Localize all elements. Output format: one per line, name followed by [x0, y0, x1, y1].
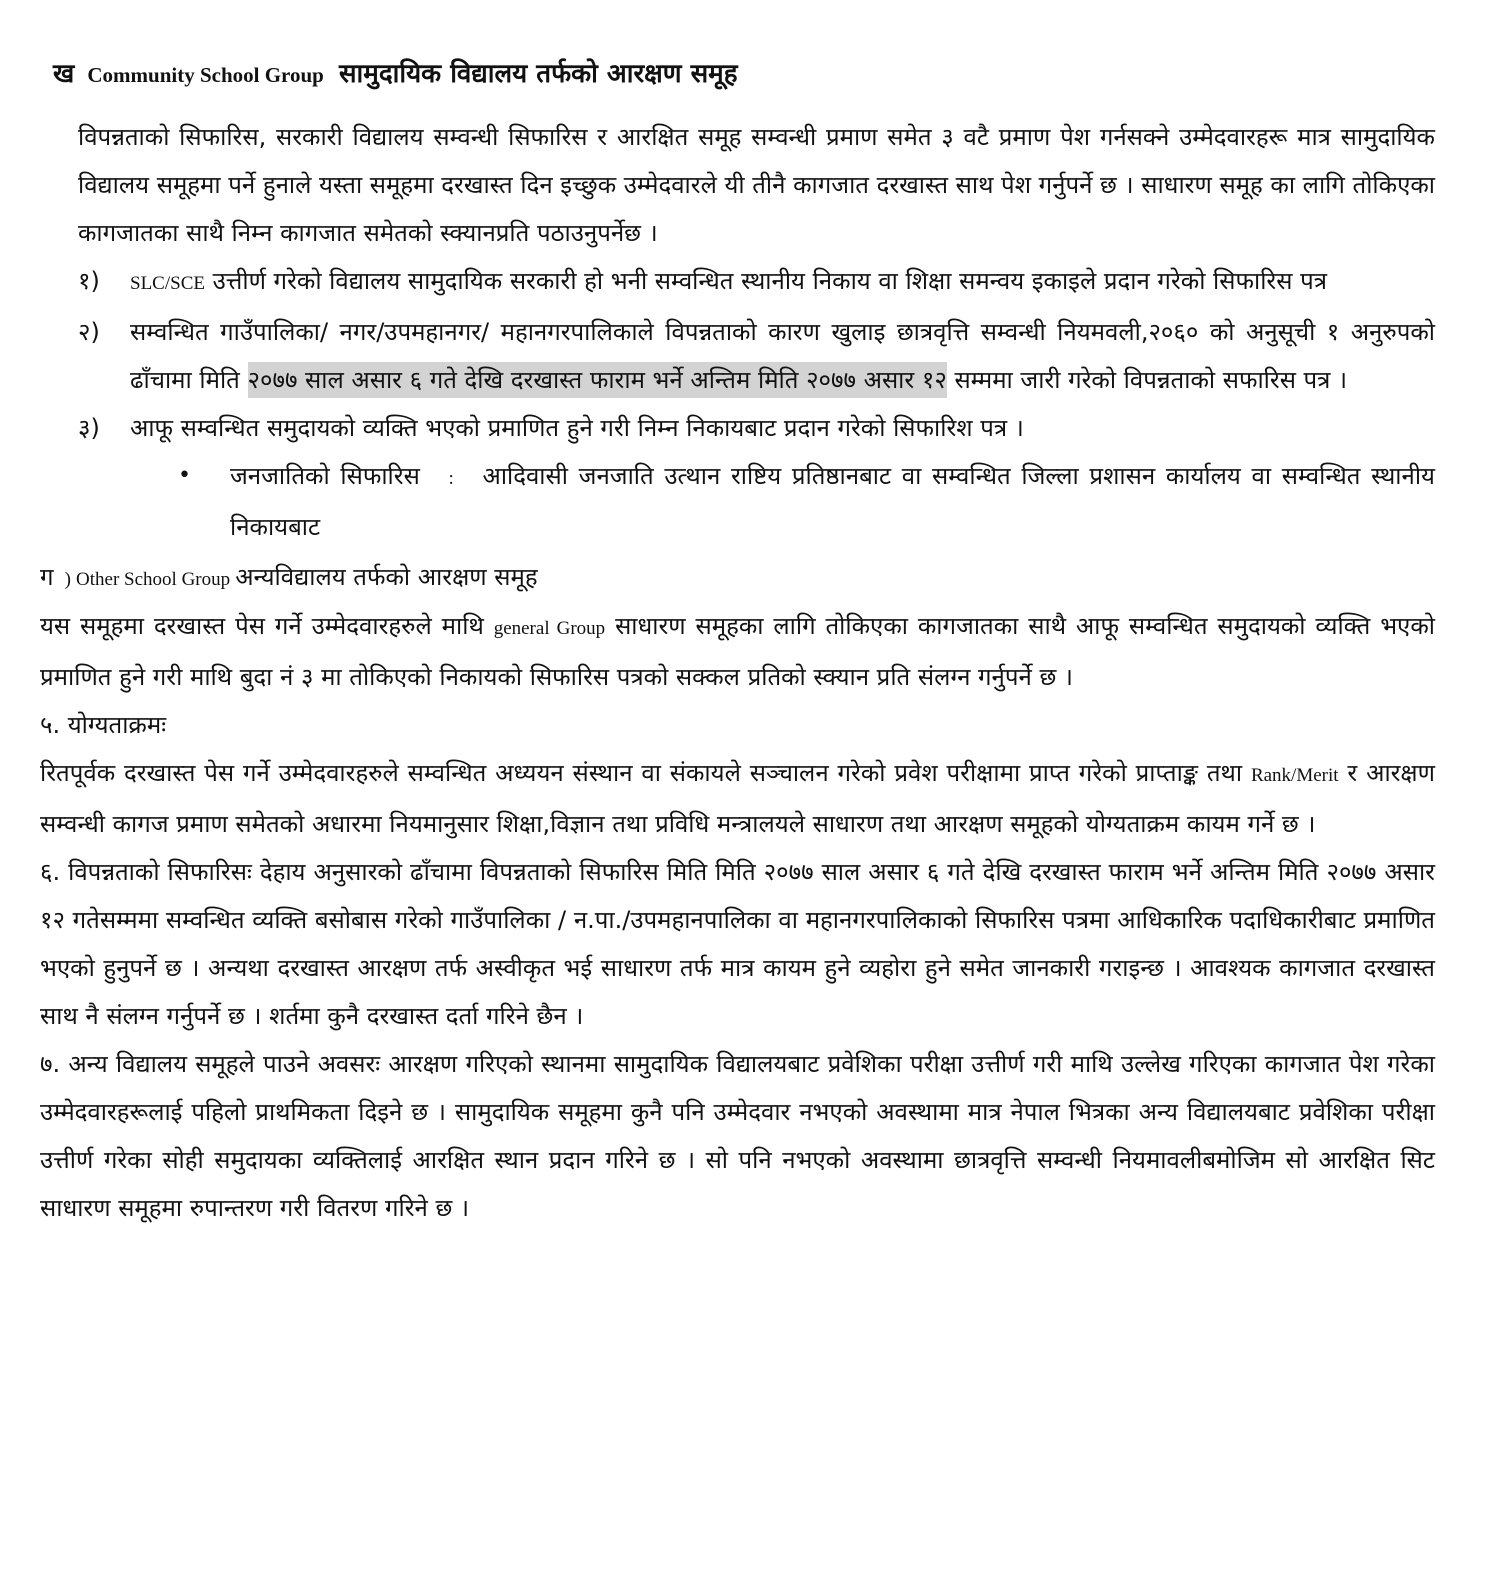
list-item-number: ३) [78, 414, 100, 442]
section-ga-en-term: general Group [493, 618, 606, 639]
section-kha-np-title: सामुदायिक विद्यालय तर्फको आरक्षण समूह [338, 59, 738, 89]
list-item-3 [78, 404, 1435, 452]
section-ga-en-title: Other School Group [76, 569, 231, 590]
list-item-en-prefix: SLC/SCE [130, 273, 205, 294]
section-kha-en-title: Community School Group [87, 63, 324, 87]
list-item-text: उत्तीर्ण गरेको विद्यालय सामुदायिक सरकारी हो भनी सम्वन्धित स्थानीय निकाय वा शिक्षा समन्वय इकाइले प्रदान गरेको सिफारिस पत्र [212, 267, 1327, 295]
list-item-number: २) [78, 318, 100, 346]
section-ga-paren: ) [64, 569, 71, 590]
bullet-text: आदिवासी जनजाति उत्थान राष्टिय प्रतिष्ठानबाट वा सम्वन्धित जिल्ला प्रशासन कार्यालय वा सम्वन्धित स्थानीय निकायबाट [230, 462, 1435, 541]
section-kha-intro: विपन्नताको सिफारिस, सरकारी विद्यालय सम्वन्धी सिफारिस र आरक्षित समूह सम्वन्धी प्रमाण समेत ३ वटै प्रमाण पेश गर्नसक्ने उम्मेदवारहरू मात्र सामुदायिक विद्यालय समूहमा पर्ने हुनाले यस्ता समूहमा दरखास्त दिन इच्छुक उम्मेदवारले यी तीनै कागजात दरखास्त साथ पेश गर्नुपर्ने छ । साधारण समूह का लागि तोकिएका कागजातका साथै निम्न कागजात समेतको स्क्यानप्रति पठाउनुपर्नेछ । [78, 123, 1435, 247]
section-kha-list [78, 257, 1435, 452]
section-ga-letter: ग [40, 563, 54, 591]
section-5-text-before: रितपूर्वक दरखास्त पेस गर्ने उम्मेदवारहरुले सम्वन्धित अध्ययन संस्थान वा संकायले सञ्चालन गरेको प्रवेश परीक्षामा प्राप्त गरेको प्राप्ताङ्क तथा [40, 759, 1243, 787]
section-ga-np-title: अन्यविद्यालय तर्फको आरक्षण समूह [235, 563, 538, 591]
bullet-colon: : [448, 468, 454, 489]
bullet-label: जनजातिको सिफारिस [230, 462, 420, 490]
section-ga-text-before: यस समूहमा दरखास्त पेस गर्ने उम्मेदवारहरुले माथि [40, 612, 484, 640]
list-item-text-before: सम्वन्धित गाउँपालिका/ नगर/उपमहानगर/ महानगरपालिकाले विपन्नताको कारण खुलाइ छात्रवृत्ति सम्वन्धी नियमवली,२०६० को अनुसूची १ अनुरुपको ढाँचामा मिति [130, 318, 1435, 394]
section-ga-text-after: साधारण समूहका लागि तोकिएका कागजातका साथै आफू सम्वन्धित समुदायको व्यक्ति भएको प्रमाणित हुने गरी माथि बुदा नं ३ मा तोकिएको निकायको सिफारिस पत्रको सक्कल प्रतिको स्क्यान प्रति संलग्न गर्नुपर्ने छ । [40, 612, 1435, 691]
bullet-dot: • [178, 463, 191, 488]
section-kha-heading [53, 46, 1435, 105]
section-5-paragraph [40, 749, 1435, 848]
section-ga-paragraph [40, 602, 1435, 701]
list-item-1 [78, 257, 1435, 308]
highlighted-date-range: २०७७ साल असार ६ गते देखि दरखास्त फाराम भर्ने अन्तिम मिति २०७७ असार १२ [248, 362, 947, 398]
section-6-paragraph: ६. विपन्नताको सिफारिसः देहाय अनुसारको ढाँचामा विपन्नताको सिफारिस मिति मिति २०७७ साल असार ६ गते देखि दरखास्त फाराम भर्ने अन्तिम मिति २०७७ असार १२ गतेसम्ममा सम्वन्धित व्यक्ति बसोबास गरेको गाउँपालिका / न.पा./उपमहानपालिका वा महानगरपालिकाको सिफारिस पत्रमा आधिकारिक पदाधिकारीबाट प्रमाणित भएको हुनुपर्ने छ । अन्यथा दरखास्त आरक्षण तर्फ अस्वीकृत भई साधारण तर्फ मात्र कायम हुने व्यहोरा हुने समेत जानकारी गराइन्छ । आवश्यक कागजात दरखास्त साथ नै संलग्न गर्नुपर्ने छ । शर्तमा कुनै दरखास्त दर्ता गरिने छैन । [40, 858, 1435, 1030]
list-item-text: आफू सम्वन्धित समुदायको व्यक्ति भएको प्रमाणित हुने गरी निम्न निकायबाट प्रदान गरेको सिफारिश पत्र । [130, 414, 1024, 442]
bullet-item-janajati [178, 452, 1435, 551]
section-5-en-term: Rank/Merit [1250, 765, 1339, 786]
section-kha-letter: ख [53, 59, 75, 89]
list-item-number: १) [78, 267, 100, 295]
section-5-heading: ५. योग्यताक्रमः [40, 711, 167, 739]
list-item-2 [78, 308, 1435, 404]
section-7-paragraph: ७. अन्य विद्यालय समूहले पाउने अवसरः आरक्षण गरिएको स्थानमा सामुदायिक विद्यालयबाट प्रवेशिका परीक्षा उत्तीर्ण गरी माथि उल्लेख गरिएका कागजात पेश गरेका उम्मेदवारहरूलाई पहिलो प्राथमिकता दिइने छ । सामुदायिक समूहमा कुनै पनि उम्मेदवार नभएको अवस्थामा मात्र नेपाल भित्रका अन्य विद्यालयबाट प्रवेशिका परीक्षा उत्तीर्ण गरेका सोही समुदायका व्यक्तिलाई आरक्षित स्थान प्रदान गरिने छ । सो पनि नभएको अवस्थामा छात्रवृत्ति सम्वन्धी नियमावलीबमोजिम सो आरक्षित सिट साधारण समूहमा रुपान्तरण गरी वितरण गरिने छ । [40, 1050, 1435, 1222]
list-item-text-after: सम्ममा जारी गरेको विपन्नताको सफारिस पत्र । [954, 366, 1348, 394]
section-5-text-after: र आरक्षण सम्वन्धी कागज प्रमाण समेतको अधारमा नियमानुसार शिक्षा,विज्ञान तथा प्रविधि मन्त्रालयले साधारण तथा आरक्षण समूहको योग्यताक्रम कायम गर्ने छ । [40, 759, 1435, 838]
section-ga-heading [40, 555, 1435, 602]
